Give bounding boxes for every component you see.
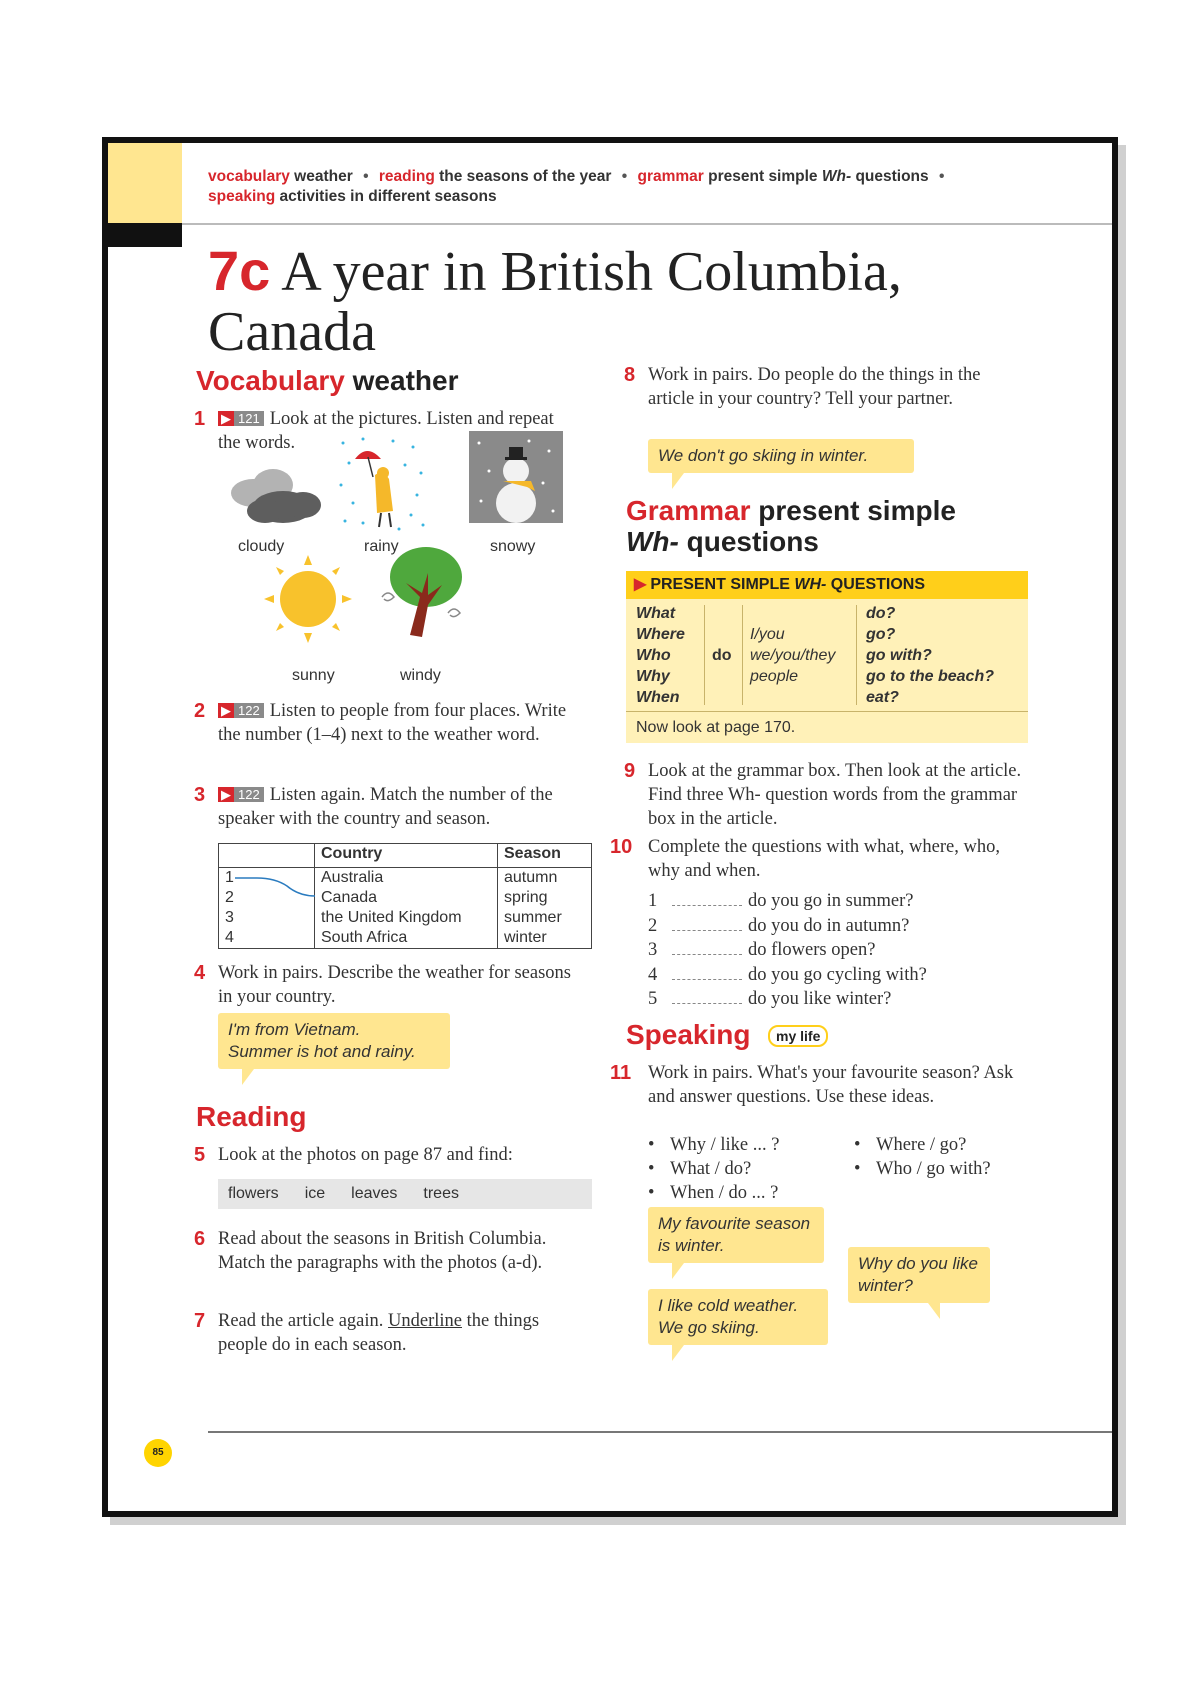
snowman-icon xyxy=(469,431,563,523)
word-box: flowers ice leaves trees xyxy=(218,1179,592,1209)
audio-track-button[interactable]: ▶ 122 xyxy=(218,787,264,802)
picture-label-rainy: rainy xyxy=(364,538,399,555)
exercise-11: 11 Work in pairs. What's your favourite season? Ask and answer questions. Use these ideas. xyxy=(610,1062,1014,1107)
grammar-heading: Grammar present simple Wh- questions xyxy=(626,495,956,557)
topic-value: present simple xyxy=(708,168,818,185)
verbs: do? go? go with? go to the beach? eat? xyxy=(866,605,994,706)
question-item: 4 do you go cycling with? xyxy=(648,964,927,985)
question-item: 5 do you like winter? xyxy=(648,989,892,1009)
audio-track-button[interactable]: ▶ 121 xyxy=(218,411,264,426)
exercise-9: 9 Look at the grammar box. Then look at the article. Find three Wh- question words from the grammar box in the article. xyxy=(624,760,1022,829)
speech-bubble: Why do you like winter? xyxy=(848,1247,990,1303)
question-words: What Where Who Why When xyxy=(636,605,685,706)
corner-bar xyxy=(108,223,182,247)
topic-value: the seasons of the year xyxy=(439,168,612,185)
speech-bubble: I like cold weather. We go skiing. xyxy=(648,1289,828,1345)
season-list: autumn spring summer winter xyxy=(498,868,592,949)
exercise-8: 8 Work in pairs. Do people do the things in the article in your country? Tell your partner. xyxy=(624,364,981,409)
grammar-box-footer: Now look at page 170. xyxy=(626,711,1028,743)
my-life-badge: my life xyxy=(768,1025,828,1047)
subjects: I/you we/you/they people xyxy=(750,626,836,685)
audio-track-button[interactable]: ▶ 122 xyxy=(218,703,264,718)
speech-bubble: We don't go skiing in winter. xyxy=(648,439,914,473)
speech-bubble: My favourite season is winter. xyxy=(648,1207,824,1263)
exercise-4: 4 Work in pairs. Describe the weather for seasons in your country. xyxy=(194,962,571,1007)
table-header-country: Country xyxy=(315,844,498,868)
windy-tree-icon xyxy=(376,543,468,643)
cloud-icon xyxy=(223,465,323,529)
exercise-6: 6 Read about the seasons in British Columbia. Match the paragraphs with the photos (a-d). xyxy=(194,1228,547,1273)
page-title xyxy=(208,241,1068,362)
answer-gap[interactable] xyxy=(672,915,742,931)
table-header-season: Season xyxy=(498,844,592,868)
header-rule xyxy=(182,223,1112,225)
question-item: 2 do you do in autumn? xyxy=(648,915,910,936)
exercise-3: 3 ▶ 122 Listen again. Match the number of the speaker with the country and season. xyxy=(194,784,553,829)
reading-heading: Reading xyxy=(196,1101,307,1132)
topic-key: reading xyxy=(378,168,435,185)
topic-key: speaking xyxy=(208,188,276,205)
exercise-7: 7 Read the article again. Underline the things people do in each season. xyxy=(194,1310,540,1355)
topic-value: weather xyxy=(294,168,353,185)
textbook-page xyxy=(102,137,1118,1517)
topics-header: vocabulary weather • reading the seasons of the year • grammar present simple Wh- questions • speaking activities in different seasons xyxy=(208,168,945,205)
question-list xyxy=(648,889,1028,1012)
sun-icon xyxy=(260,551,356,647)
picture-label-cloudy: cloudy xyxy=(238,538,285,555)
picture-label-snowy: snowy xyxy=(490,538,536,555)
topic-key: grammar xyxy=(637,168,704,185)
exercise-2: 2 ▶ 122 Listen to people from four places. Write the number (1–4) next to the weather word. xyxy=(194,700,567,745)
ideas-list-left: • Why / like ... ? • What / do? • When / do ... ? xyxy=(648,1133,838,1205)
picture-label-windy: windy xyxy=(400,667,441,684)
match-line xyxy=(235,874,315,904)
question-item: 3 do flowers open? xyxy=(648,940,876,960)
exercise-1: 1 ▶ 121 Look at the pictures. Listen and repeat the words. xyxy=(194,408,554,453)
vocabulary-heading: Vocabulary weather xyxy=(196,365,459,396)
topic-value: activities in different seasons xyxy=(279,188,497,205)
question-item: 1 do you go in summer? xyxy=(648,891,914,911)
answer-gap[interactable] xyxy=(672,890,742,906)
exercise-5: 5 Look at the photos on page 87 and find: xyxy=(194,1144,513,1166)
page-number: 85 xyxy=(144,1439,172,1467)
speech-bubble: I'm from Vietnam. Summer is hot and rainy. xyxy=(218,1013,450,1069)
exercise-10: 10 Complete the questions with what, where, who, why and when. xyxy=(610,836,1000,881)
answer-gap[interactable] xyxy=(672,939,742,955)
country-list: Australia Canada the United Kingdom South Africa xyxy=(315,868,498,949)
rain-icon xyxy=(333,433,433,533)
grammar-box-title: ▶ PRESENT SIMPLE WH- QUESTIONS xyxy=(626,571,1028,599)
picture-label-sunny: sunny xyxy=(292,667,335,684)
auxiliary-verb: do xyxy=(712,647,732,664)
speaker-numbers: 1 2 3 4 xyxy=(219,868,315,949)
footer-rule xyxy=(208,1431,1112,1433)
speaking-heading: Speaking xyxy=(626,1019,751,1050)
matching-table xyxy=(218,843,592,949)
ideas-list-right: • Where / go? • Who / go with? xyxy=(854,1133,1034,1181)
topic-key: vocabulary xyxy=(208,168,290,185)
lesson-code: 7c xyxy=(208,239,271,302)
grammar-box xyxy=(626,571,1028,743)
answer-gap[interactable] xyxy=(672,964,742,980)
answer-gap[interactable] xyxy=(672,988,742,1004)
corner-tab xyxy=(108,143,182,223)
lesson-title: A year in British Columbia, Canada xyxy=(208,241,902,363)
